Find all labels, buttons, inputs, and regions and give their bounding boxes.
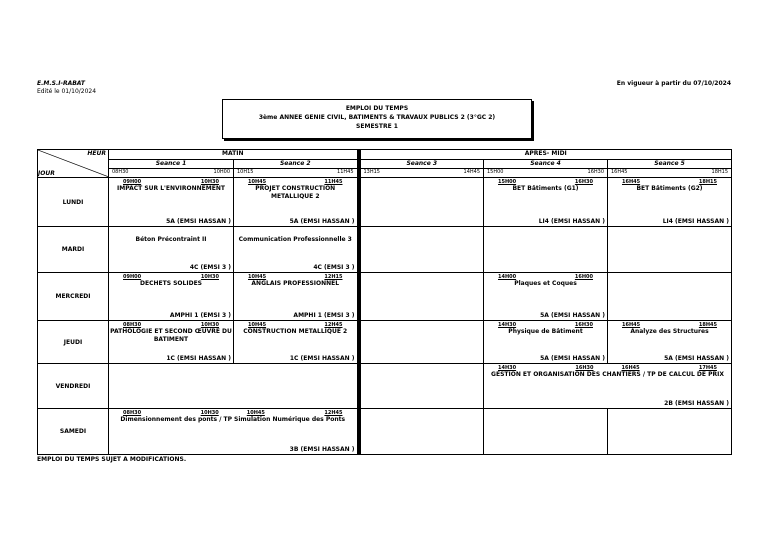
effective-date: En vigueur à partir du 07/10/2024 [616, 80, 731, 87]
time-end: 12H45 [324, 322, 343, 328]
course-subject: CONSTRUCTION METALLIQUE 2 [243, 328, 348, 335]
corner-cell [38, 150, 109, 178]
time-end: 10H30 [200, 410, 219, 416]
course-room: LI4 (EMSI HASSAN ) [538, 218, 605, 225]
course-cell [234, 178, 359, 227]
course-room: LI4 (EMSI HASSAN ) [662, 218, 729, 225]
course-room: 5A (EMSI HASSAN ) [289, 218, 355, 225]
empty-cell [359, 178, 484, 227]
course-room: 5A (EMSI HASSAN ) [540, 312, 605, 319]
course-room: 4C (EMSI 3 ) [189, 264, 231, 271]
time-start: 09H00 [123, 274, 142, 280]
seance-2-times [234, 168, 359, 177]
time-start: 14H30 [498, 322, 517, 328]
course-cell [484, 364, 732, 409]
course-subject: Physique de Bâtiment [508, 328, 583, 335]
empty-cell [359, 273, 484, 321]
row-mercredi [38, 273, 732, 321]
course-cell [109, 321, 234, 364]
seance-2-header: Seance 2 [234, 160, 359, 168]
course-subject: Béton Précontraint II [135, 236, 207, 243]
empty-cell [608, 273, 732, 321]
apres-midi-header: APRES- MIDI [359, 150, 732, 160]
course-cell [484, 178, 608, 227]
course-subject: GESTION ET ORGANISATION DES CHANTIERS / TP DE CALCUL DE PRIX [491, 371, 724, 378]
row-lundi [38, 178, 732, 227]
course-room: AMPHI 1 (EMSI 3 ) [169, 312, 231, 319]
course-room: 4C (EMSI 3 ) [313, 264, 355, 271]
course-subject: IMPACT SUR L'ENVIRONNEMENT [117, 185, 225, 192]
time-start: 10H45 [248, 179, 267, 185]
course-subject: Plaques et Coques [514, 280, 577, 287]
time-end: 16H30 [574, 322, 593, 328]
time-end: 10H00 [213, 168, 230, 175]
time-end: 16H30 [587, 168, 604, 175]
time-start: 16H45 [621, 365, 640, 371]
time-start: 08H30 [112, 168, 129, 175]
course-cell [608, 178, 732, 227]
seance-5-times [608, 168, 732, 177]
school-header [37, 80, 96, 96]
time-start: 14H00 [498, 274, 517, 280]
row-vendredi [38, 364, 732, 409]
time-start: 08H30 [123, 322, 142, 328]
course-room: AMPHI 1 (EMSI 3 ) [293, 312, 355, 319]
time-end: 17H45 [698, 365, 717, 371]
course-subject: BET Bâtiments (G1) [512, 185, 579, 192]
time-end: 12H45 [324, 410, 343, 416]
row-jeudi [38, 321, 732, 364]
time-start: 10H45 [248, 274, 267, 280]
edited-date: Edité le 01/10/2024 [37, 88, 97, 95]
seance-4-header: Seance 4 [484, 160, 608, 168]
seance-1-times [109, 168, 234, 177]
time-end: 10H30 [200, 322, 219, 328]
time-end: 18H45 [698, 322, 717, 328]
course-cell [234, 273, 359, 321]
course-cell [608, 321, 732, 364]
time-start: 13H15 [363, 168, 380, 175]
row-samedi [38, 409, 732, 455]
time-end: 14H45 [463, 168, 480, 175]
timetable [37, 149, 732, 455]
day-mercredi: MERCREDI [38, 273, 109, 321]
empty-cell [359, 409, 484, 455]
seance-4-times [484, 168, 608, 177]
course-subject: PROJET CONSTRUCTION METALLIQUE 2 [255, 185, 336, 200]
title-line-3: SEMESTRE 1 [356, 123, 398, 130]
time-start: 10H45 [246, 410, 265, 416]
course-cell [234, 321, 359, 364]
day-lundi: LUNDI [38, 178, 109, 227]
time-end: 16H30 [575, 365, 594, 371]
time-start: 09H00 [123, 179, 142, 185]
seance-1-header: Seance 1 [109, 160, 234, 168]
time-start: 14H30 [498, 365, 517, 371]
empty-cell [359, 364, 484, 409]
course-subject: ANGLAIS PROFESSIONNEL [251, 280, 340, 287]
title-line-1: EMPLOI DU TEMPS [345, 105, 409, 112]
course-room: 5A (EMSI HASSAN ) [166, 218, 231, 225]
course-cell [109, 227, 234, 273]
time-start: 16H45 [611, 168, 628, 175]
course-room: 5A (EMSI HASSAN ) [540, 355, 605, 362]
course-subject: Dimensionnement des ponts / TP Simulation Numérique des Ponts [120, 416, 346, 423]
course-subject: DECHETS SOLIDES [140, 280, 202, 287]
time-start: 10H15 [237, 168, 254, 175]
course-cell [234, 227, 359, 273]
time-start: 16H45 [622, 179, 641, 185]
course-cell [484, 273, 608, 321]
jour-label: JOUR [38, 170, 55, 177]
time-start: 08H30 [123, 410, 142, 416]
time-start: 16H45 [622, 322, 641, 328]
time-end: 16H00 [574, 274, 593, 280]
course-subject: PATHOLOGIE ET SECOND ŒUVRE DU BATIMENT [110, 328, 232, 343]
course-cell [109, 178, 234, 227]
course-room: 1C (EMSI HASSAN ) [289, 355, 355, 362]
time-start: 15H00 [487, 168, 504, 175]
course-room: 1C (EMSI HASSAN ) [166, 355, 231, 362]
time-end: 18H15 [698, 179, 717, 185]
empty-cell [359, 321, 484, 364]
day-vendredi: VENDREDI [38, 364, 109, 409]
course-subject: Communication Professionnelle 3 [238, 236, 352, 243]
course-subject: Analyze des Structures [630, 328, 709, 335]
time-end: 11H45 [337, 168, 354, 175]
empty-cell [608, 409, 732, 455]
day-mardi: MARDI [38, 227, 109, 273]
footer-note: EMPLOI DU TEMPS SUJET A MODIFICATIONS. [37, 456, 187, 463]
empty-cell [608, 227, 732, 273]
time-end: 10H30 [200, 274, 219, 280]
empty-cell [359, 227, 484, 273]
time-end: 18H15 [711, 168, 728, 175]
school-name: E.M.S.I-RABAT [37, 80, 85, 87]
empty-cell [484, 409, 608, 455]
course-cell [109, 409, 359, 455]
course-subject: BET Bâtiments (G2) [636, 185, 703, 192]
course-room: 2B (EMSI HASSAN ) [664, 400, 729, 407]
heure-label: HEUR [87, 150, 106, 157]
seance-3-header: Seance 3 [359, 160, 484, 168]
time-start: 15H00 [498, 179, 517, 185]
empty-cell [484, 227, 608, 273]
course-cell [109, 273, 234, 321]
day-jeudi: JEUDI [38, 321, 109, 364]
day-samedi: SAMEDI [38, 409, 109, 455]
empty-cell [109, 364, 359, 409]
time-end: 12H15 [324, 274, 343, 280]
time-end: 11H45 [324, 179, 343, 185]
seance-3-times [359, 168, 484, 177]
time-end: 16H30 [574, 179, 593, 185]
course-room: 5A (EMSI HASSAN ) [664, 355, 729, 362]
course-cell [484, 321, 608, 364]
time-start: 10H45 [248, 322, 267, 328]
course-room: 3B (EMSI HASSAN ) [289, 446, 355, 453]
title-line-2: 3ème ANNEE GENIE CIVIL, BATIMENTS & TRAVAUX PUBLICS 2 (3°GC 2) [258, 114, 496, 121]
time-end: 10H30 [200, 179, 219, 185]
row-mardi [38, 227, 732, 273]
title-box [222, 99, 532, 139]
matin-header: MATIN [109, 150, 359, 160]
seance-5-header: Seance 5 [608, 160, 732, 168]
